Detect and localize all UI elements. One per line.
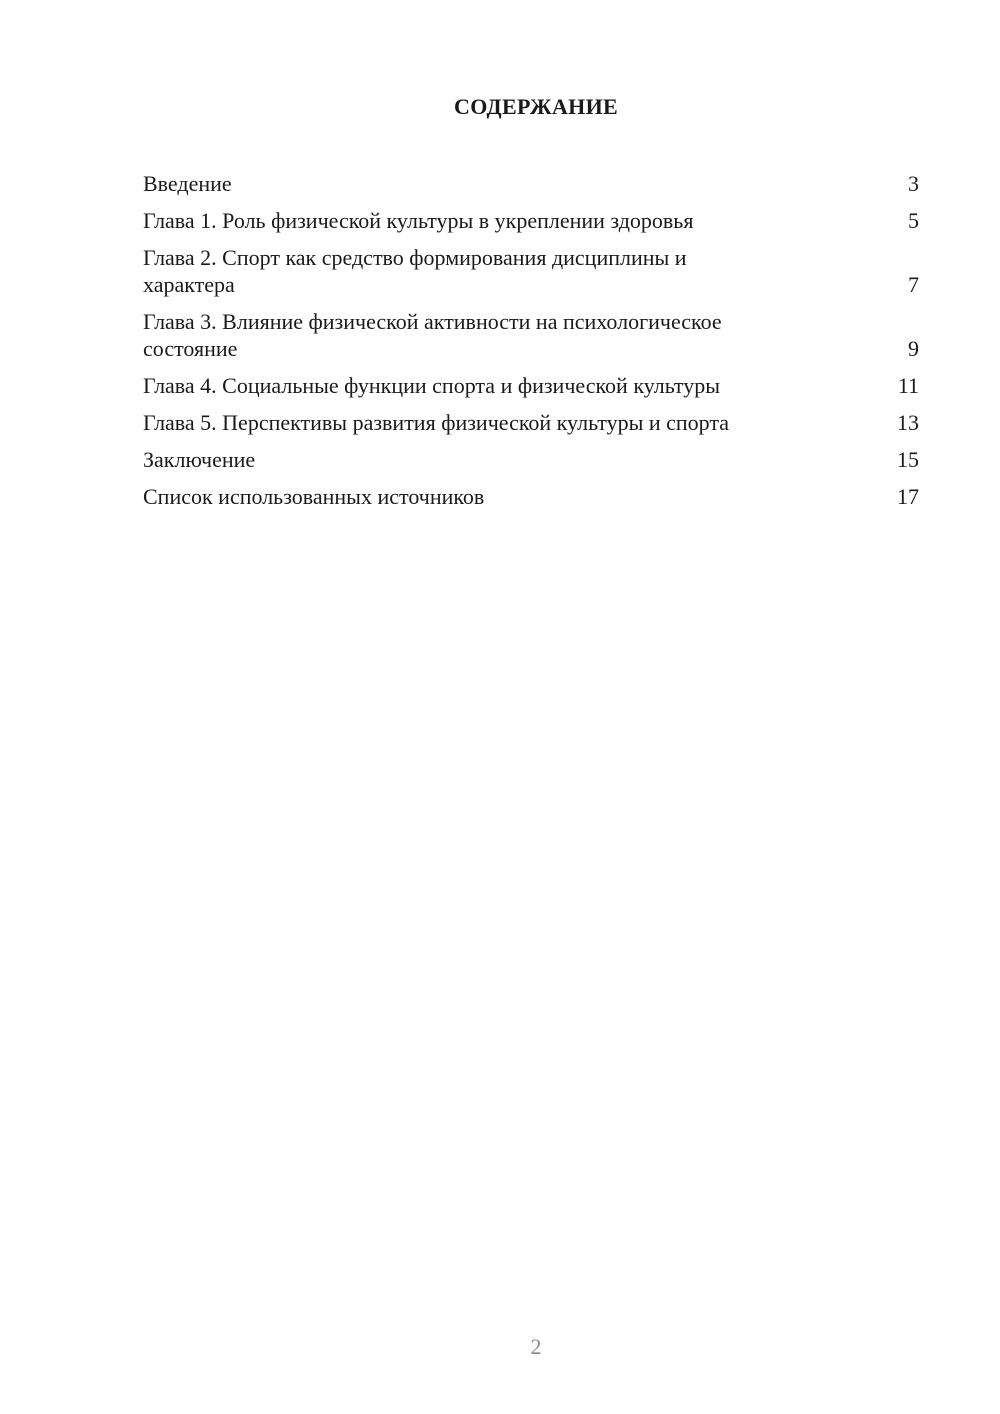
toc-entry-page: 17	[897, 484, 919, 509]
toc-entry	[143, 308, 919, 362]
toc-entry	[143, 483, 919, 510]
toc-entry-page: 13	[897, 410, 919, 435]
toc-entry-page: 3	[908, 171, 919, 196]
toc-entry-title: Глава 4. Социальные функции спорта и физической культуры	[143, 373, 721, 398]
table-of-contents	[143, 170, 919, 520]
toc-entry	[143, 170, 919, 197]
toc-entry-title: Список использованных источников	[143, 484, 485, 509]
page-number: 2	[530, 1334, 542, 1359]
toc-entry	[143, 207, 919, 234]
toc-entry-title: Глава 1. Роль физической культуры в укреплении здоровья	[143, 208, 694, 233]
toc-entry-title: Глава 5. Перспективы развития физической культуры и спорта	[143, 410, 730, 435]
toc-entry-title: Введение	[143, 171, 232, 196]
toc-entry	[143, 244, 919, 298]
toc-entry-page: 9	[908, 336, 919, 361]
toc-entry	[143, 409, 919, 436]
toc-entry	[143, 372, 919, 399]
toc-entry-page: 5	[908, 208, 919, 233]
toc-entry-page: 11	[897, 373, 919, 398]
toc-entry-page: 15	[897, 447, 919, 472]
toc-entry-title: Заключение	[143, 447, 256, 472]
toc-entry	[143, 446, 919, 473]
toc-entry-title: Глава 3. Влияние физической активности на психологическое состояние	[143, 309, 722, 361]
toc-entry-page: 7	[908, 272, 919, 297]
page-title: СОДЕРЖАНИЕ	[454, 94, 618, 119]
toc-entry-title: Глава 2. Спорт как средство формирования дисциплины и характера	[143, 245, 687, 297]
